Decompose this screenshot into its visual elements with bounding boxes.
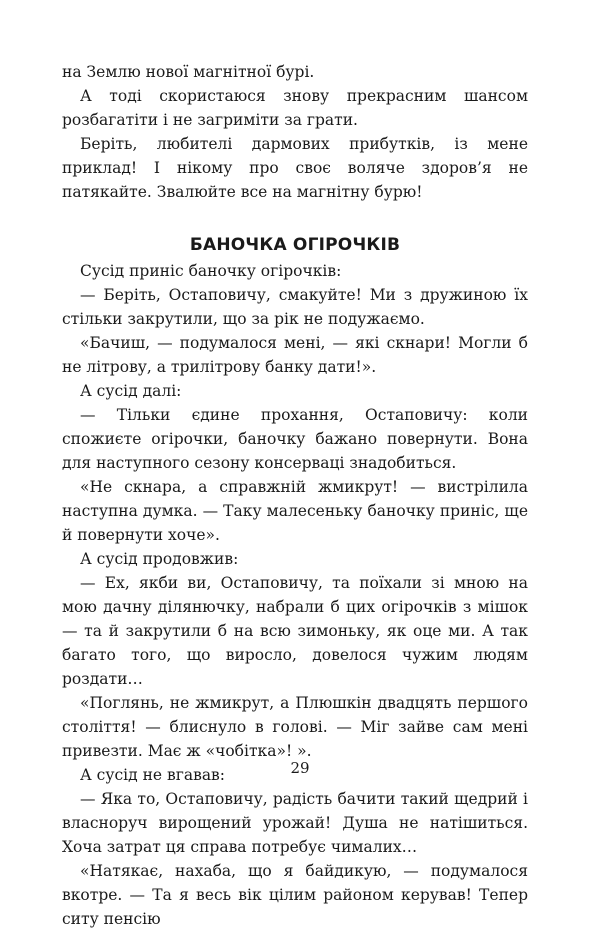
paragraph: А тоді скористаюся знову прекрасним шансом розбагатіти і не загриміти за грати. <box>62 87 528 129</box>
paragraph: на Землю нової магнітної бурі. <box>62 63 315 81</box>
paragraph: А сусід далі: <box>80 382 182 400</box>
paragraph: — Тільки єдине прохання, Остаповичу: коли спожиєте огірочки, баночку бажано повернути. Вона для наступного сезону консерваці знадобиться. <box>62 406 528 472</box>
paragraph: А сусід не вгавав: <box>80 766 226 784</box>
paragraph: — Беріть, Остаповичу, смакуйте! Ми з дружиною їх стільки закрутили, що за рік не подужаємо. <box>62 286 528 328</box>
paragraph: — Яка то, Остаповичу, радість бачити такий щедрий і власноруч вирощений урожай! Душа не натішиться. Хоча затрат ця справа потребує чималих… <box>62 790 528 856</box>
paragraph: Беріть, любителі дармових прибутків, із мене приклад! І нікому про своє воляче здоров’я не патякайте. Звалюйте все на магнітну бурю! <box>62 135 528 201</box>
paragraph: «Не скнара, а справжній жмикрут! — вистрілила наступна думка. — Таку малесеньку баночку приніс, ще й повернути хоче». <box>62 478 528 544</box>
paragraph: Сусід приніс баночку огірочків: <box>80 262 342 280</box>
page-body <box>62 60 528 931</box>
paragraph: «Бачиш, — подумалося мені, — які скнари! Могли б не літрову, а трилітрову банку дати!». <box>62 334 528 376</box>
paragraph: «Натякає, нахаба, що я байдикую, — подумалося вкотре. — Та я весь вік цілим районом керував! Тепер ситу пенсію <box>62 862 528 928</box>
story-title: БАНОЧКА ОГІРОЧКІВ <box>189 235 401 255</box>
paragraph: «Поглянь, не жмикрут, а Плюшкін двадцять першого століття! — блиснуло в голові. — Міг зайве сам мені привезти. Має ж «чобітка»! ». <box>62 694 528 760</box>
paragraph: — Ех, якби ви, Остаповичу, та поїхали зі мною на мою дачну ділянючку, набрали б цих огірочків з мішок — та й закрутили б на всю зимоньку, як оце ми. А так багато того, що виросло, довелося чужим людям роздати… <box>62 574 528 688</box>
paragraph: А сусід продовжив: <box>80 550 239 568</box>
page-number: 29 <box>290 759 310 777</box>
